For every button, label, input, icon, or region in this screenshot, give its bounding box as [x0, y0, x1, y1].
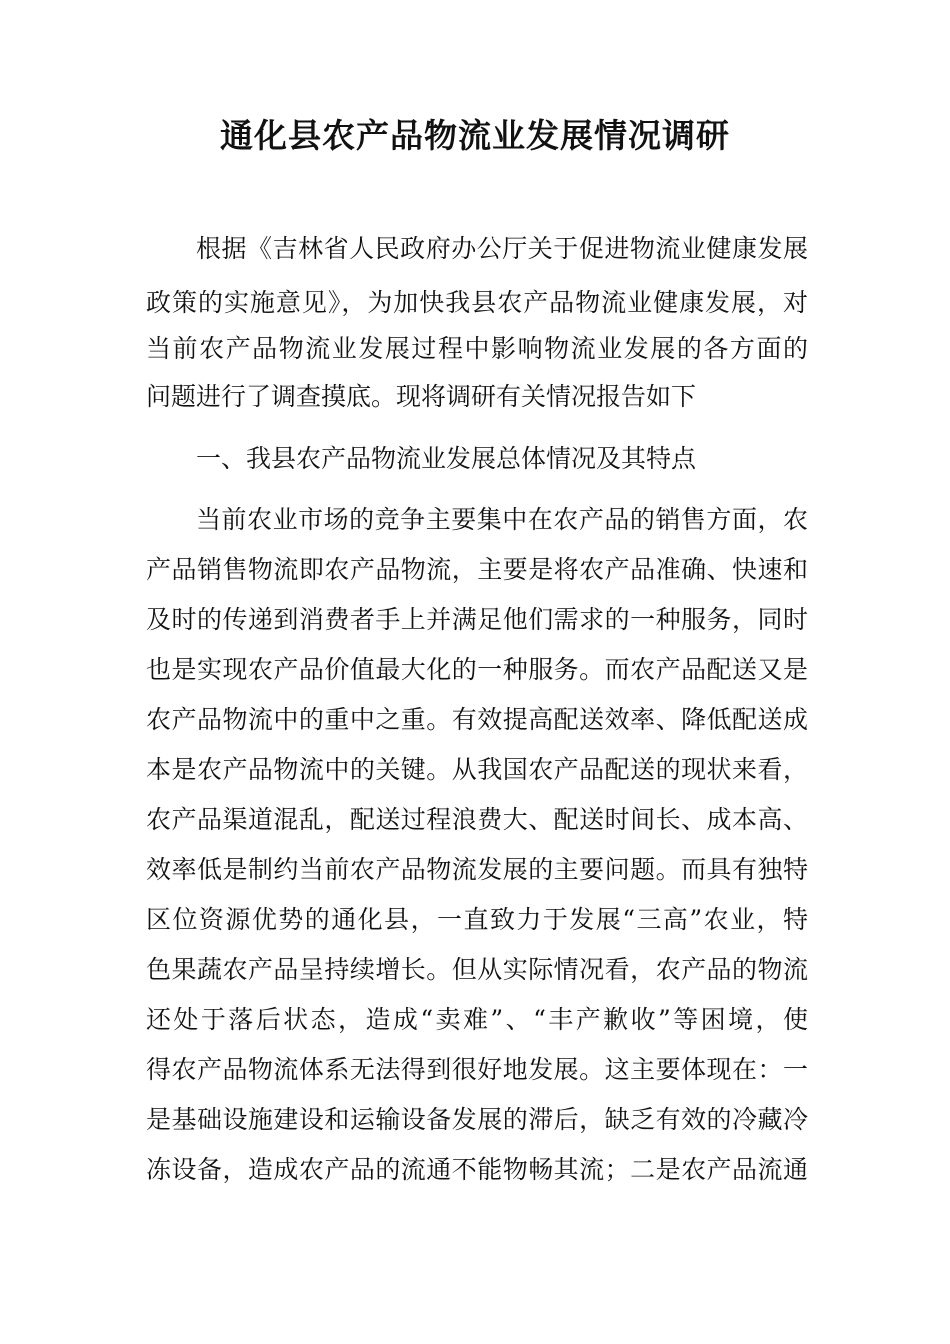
paragraph-1-line-4: 问题进行了调查摸底。现将调研有关情况报告如下 — [146, 382, 697, 411]
paragraph-1-line-3: 当前农产品物流业发展过程中影响物流业发展的各方面的 — [146, 334, 808, 363]
paragraph-2-line-10: 色果蔬农产品呈持续增长。但从实际情况看，农产品的物流 — [146, 955, 808, 984]
paragraph-2-line-2: 产品销售物流即农产品物流，主要是将农产品准确、快速和 — [146, 555, 808, 584]
paragraph-2-line-8: 效率低是制约当前农产品物流发展的主要问题。而具有独特 — [146, 855, 808, 884]
paragraph-1-line-1: 根据《吉林省人民政府办公厅关于促进物流业健康发展 — [196, 234, 808, 263]
document-title: 通化县农产品物流业发展情况调研 — [220, 116, 730, 155]
paragraph-2-line-12: 得农产品物流体系无法得到很好地发展。这主要体现在：一 — [146, 1055, 808, 1084]
paragraph-2-line-11: 还处于落后状态，造成“卖难”、“丰产歉收”等困境，使 — [146, 1005, 808, 1034]
paragraph-2-line-3: 及时的传递到消费者手上并满足他们需求的一种服务，同时 — [146, 605, 808, 634]
paragraph-2-line-13: 是基础设施建设和运输设备发展的滞后，缺乏有效的冷藏冷 — [146, 1105, 808, 1134]
paragraph-2-line-5: 农产品物流中的重中之重。有效提高配送效率、降低配送成 — [146, 705, 808, 734]
paragraph-2-line-7: 农产品渠道混乱，配送过程浪费大、配送时间长、成本高、 — [146, 805, 808, 834]
paragraph-2-line-9: 区位资源优势的通化县，一直致力于发展“三高”农业，特 — [146, 905, 808, 934]
paragraph-2-line-1: 当前农业市场的竞争主要集中在农产品的销售方面，农 — [196, 505, 808, 534]
section-heading-1: 一、我县农产品物流业发展总体情况及其特点 — [196, 444, 697, 473]
paragraph-2-line-6: 本是农产品物流中的关键。从我国农产品配送的现状来看， — [146, 755, 808, 784]
paragraph-2-line-14: 冻设备，造成农产品的流通不能物畅其流；二是农产品流通 — [146, 1155, 808, 1184]
paragraph-1-line-2: 政策的实施意见》，为加快我县农产品物流业健康发展，对 — [146, 288, 808, 317]
paragraph-2-line-4: 也是实现农产品价值最大化的一种服务。而农产品配送又是 — [146, 655, 808, 684]
